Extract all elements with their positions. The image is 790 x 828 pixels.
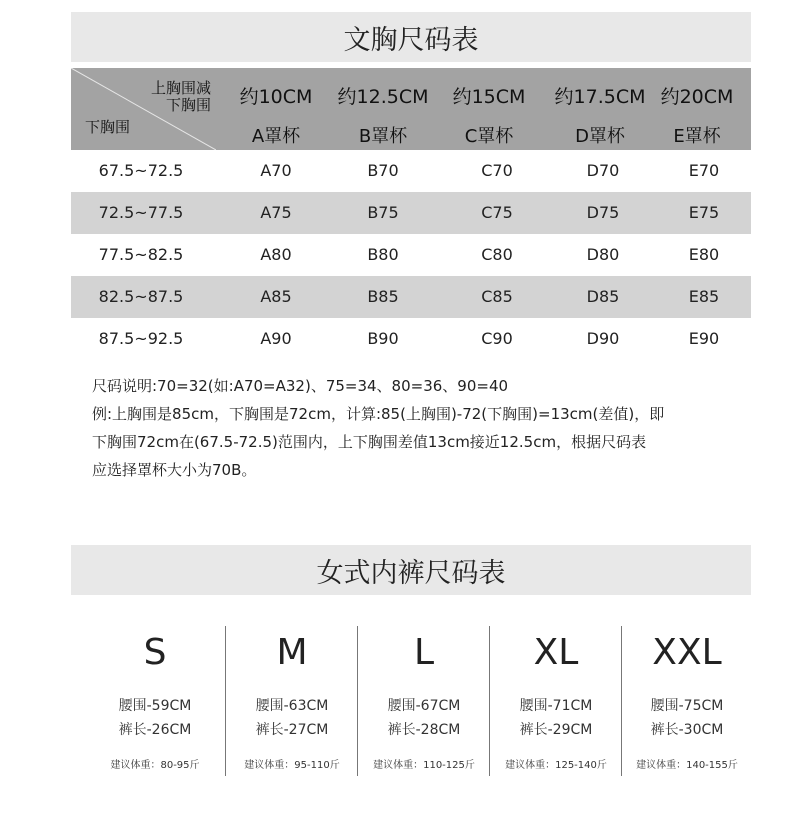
size-label: L	[413, 632, 435, 673]
bra-size-table	[71, 68, 751, 360]
underbust-range: 82.5~87.5	[98, 287, 184, 306]
column-divider	[621, 626, 622, 776]
size-cell: B85	[367, 287, 399, 306]
size-column-xxl	[623, 618, 751, 778]
suggested-weight: 建议体重：80-95斤	[110, 760, 200, 771]
header-cup-c: C罩杯	[464, 126, 514, 147]
suggested-weight: 建议体重：110-125斤	[373, 760, 475, 771]
table-row	[71, 318, 751, 360]
header-underbust-label: 下胸围	[85, 118, 131, 136]
size-label: XL	[533, 632, 579, 673]
header-diff-e: 约20CM	[660, 86, 734, 108]
header-cup-e: E罩杯	[673, 126, 721, 147]
note-line: 下胸围72cm在(67.5-72.5)范围内，上下胸围差值13cm接近12.5cm，根据尺码表	[92, 433, 647, 451]
suggested-weight: 建议体重：140-155斤	[636, 760, 738, 771]
underbust-range: 72.5~77.5	[98, 203, 184, 222]
size-cell: A70	[260, 161, 292, 180]
size-cell: D75	[586, 203, 620, 222]
header-cup-d: D罩杯	[575, 126, 625, 147]
waist-measure: 腰围-71CM	[519, 698, 593, 714]
size-cell: B75	[367, 203, 399, 222]
header-diff-c: 约15CM	[452, 86, 526, 108]
size-cell: D70	[586, 161, 620, 180]
length-measure: 裤长-26CM	[118, 722, 192, 738]
size-cell: B70	[367, 161, 399, 180]
size-cell: E90	[688, 329, 720, 348]
size-cell: E85	[688, 287, 720, 306]
size-label: S	[143, 632, 167, 673]
size-cell: B90	[367, 329, 399, 348]
waist-measure: 腰围-63CM	[255, 698, 329, 714]
column-divider	[225, 626, 226, 776]
size-cell: D90	[586, 329, 620, 348]
panty-size-grid	[91, 618, 751, 778]
size-column-s	[91, 618, 219, 778]
suggested-weight: 建议体重：125-140斤	[505, 760, 607, 771]
size-cell: C70	[481, 161, 513, 180]
size-label: M	[276, 632, 308, 673]
size-cell: C85	[481, 287, 513, 306]
note-line: 例:上胸围是85cm，下胸围是72cm，计算:85(上胸围)-72(下胸围)=13cm(差值)，即	[92, 405, 665, 423]
table-row	[71, 150, 751, 192]
size-notes	[92, 372, 664, 484]
table-row	[71, 276, 751, 318]
size-cell: B80	[367, 245, 399, 264]
size-cell: A80	[260, 245, 292, 264]
header-cup-b: B罩杯	[358, 126, 408, 147]
size-column-xl	[491, 618, 621, 778]
note-line: 尺码说明:70=32(如:A70=A32)、75=34、80=36、90=40	[92, 377, 509, 395]
size-cell: E75	[688, 203, 720, 222]
size-cell: E70	[688, 161, 720, 180]
bra-chart-title: 文胸尺码表	[71, 12, 751, 62]
note-line: 应选择罩杯大小为70B。	[92, 461, 257, 479]
underbust-range: 77.5~82.5	[98, 245, 184, 264]
header-diff-a: 约10CM	[239, 86, 313, 108]
table-row	[71, 192, 751, 234]
header-cup-a: A罩杯	[251, 126, 301, 147]
size-column-l	[359, 618, 489, 778]
size-cell: C75	[481, 203, 513, 222]
length-measure: 裤长-27CM	[255, 722, 329, 738]
column-divider	[489, 626, 490, 776]
table-row	[71, 234, 751, 276]
size-cell: C80	[481, 245, 513, 264]
waist-measure: 腰围-67CM	[387, 698, 461, 714]
suggested-weight: 建议体重：95-110斤	[244, 760, 340, 771]
waist-measure: 腰围-75CM	[650, 698, 724, 714]
underbust-range: 87.5~92.5	[98, 329, 184, 348]
length-measure: 裤长-28CM	[387, 722, 461, 738]
header-diff-b: 约12.5CM	[337, 86, 429, 108]
column-divider	[357, 626, 358, 776]
size-column-m	[227, 618, 357, 778]
size-cell: A90	[260, 329, 292, 348]
size-cell: E80	[688, 245, 720, 264]
panty-chart-title: 女式内裤尺码表	[71, 545, 751, 595]
length-measure: 裤长-30CM	[650, 722, 724, 738]
waist-measure: 腰围-59CM	[118, 698, 192, 714]
size-label: XXL	[652, 632, 722, 673]
size-cell: A75	[260, 203, 292, 222]
underbust-range: 67.5~72.5	[98, 161, 184, 180]
header-bust-diff-label: 上胸围减 下胸围	[150, 79, 211, 114]
bra-table-header	[71, 68, 751, 150]
size-cell: A85	[260, 287, 292, 306]
header-diff-d: 约17.5CM	[554, 86, 646, 108]
size-cell: C90	[481, 329, 513, 348]
size-cell: D85	[586, 287, 620, 306]
size-cell: D80	[586, 245, 620, 264]
length-measure: 裤长-29CM	[519, 722, 593, 738]
